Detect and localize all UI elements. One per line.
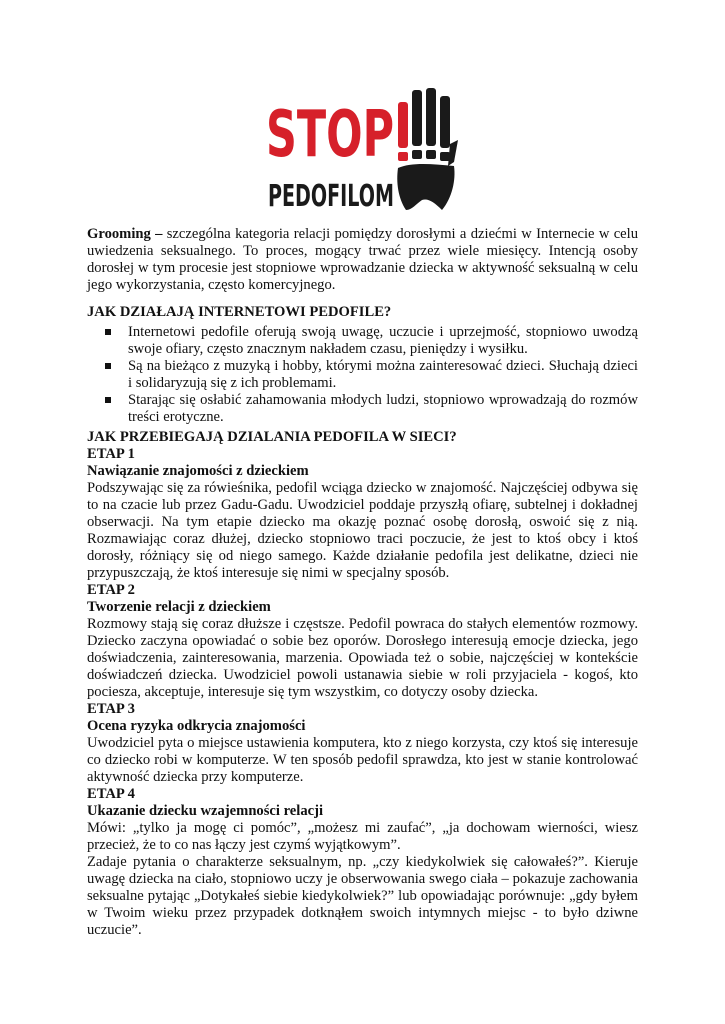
section1-heading: JAK DZIAŁAJĄ INTERNETOWI PEDOFILE?: [87, 304, 392, 320]
intro-definition: szczególna kategoria relacji pomiędzy dorosłymi a dziećmi w Internecie w celu uwiedzenia seksualnego. To proces, mogący trwać przez wiele miesięcy. Intencją osoby dorosłej w tym procesie jest stopniowe wprowadzanie dziecka w aktywność seksualną w celu jego wykorzystania, często komercyjnego.: [87, 226, 638, 293]
list-item: Internetowi pedofile oferują swoją uwagę, uczucie i uprzejmość, stopniowo uwodzą swoje ofiary, często znacznym nakładem czasu, pieniędzy i wysiłku.: [128, 324, 638, 357]
stage3-title: Ocena ryzyka odkrycia znajomości: [87, 718, 306, 734]
intro-term: Grooming –: [87, 226, 163, 242]
stage4-label: ETAP 4: [87, 786, 135, 802]
stage2-paragraph: Rozmowy stają się coraz dłuższe i częstsze. Pedofil powraca do stałych elementów rozmowy. Dziecko zaczyna opowiadać o sobie bez oporów. Dorosłego interesują emocje dziecka, jego doświadczenia, zainteresowania, marzenia. Opowiada też o sobie, najczęściej w kontekście doświadczeń dziecka. Uwodziciel powoli ustanawia siebie w roli przyjaciela - kogoś, kto pociesza, akceptuje, interesuje się tym wszystkim, co dotyczy osoby dziecka.: [87, 616, 638, 700]
stage1-title: Nawiązanie znajomości z dzieckiem: [87, 463, 309, 479]
stage4-title: Ukazanie dziecku wzajemności relacji: [87, 803, 324, 819]
stage1-paragraph: Podszywając się za rówieśnika, pedofil wciąga dziecko w znajomość. Najczęściej odbywa się to na czacie lub przez Gadu-Gadu. Uwodziciel poddaje przyszłą ofiarę, subtelnej i dokładnej obserwacji. Na tym etapie dziecko ma okazję poznać osobę dorosłą, oswoić się z nią. Rozmawiając coraz dłużej, dziecko stopniowo traci poczucie, że jest to ktoś obcy i ktoś dorosły, różniący się od niego samego. Każde działanie pedofila jest delikatne, dzieci nie przypuszczają, że ktoś interesuje się nimi w specjalny sposób.: [87, 480, 638, 581]
list-item: Starając się osłabić zahamowania młodych ludzi, stopniowo wprowadzają do rozmów treści erotyczne.: [128, 392, 638, 425]
stage2-title: Tworzenie relacji z dzieckiem: [87, 599, 271, 615]
stage4-paragraph-questions: Zadaje pytania o charakterze seksualnym, np. „czy kiedykolwiek się całowałeś?”. Kieruje uwagę dziecka na ciało, stopniowo uczy je obserwowania swego ciała – pokazuje zachowania seksualne pytając „Dotykałeś siebie kiedykolwiek?” lub opowiadając porównuje: „gdy byłem w Twoim wieku przez przypadek dotknąłem swoich intymnych miejsc - to było dziwne uczucie”.: [87, 854, 638, 938]
stage4-paragraph-quotes: Mówi: „tylko ja mogę ci pomóc”, „możesz mi zaufać”, „ja dochowam wierności, wiesz przecież, że to co nas łączy jest czymś wyjątkowym”.: [87, 820, 638, 853]
stage1-label: ETAP 1: [87, 446, 135, 462]
intro-paragraph: [87, 226, 638, 294]
section1-list: [87, 324, 638, 426]
stage3-label: ETAP 3: [87, 701, 135, 717]
exclamation-marks-icon: [398, 88, 458, 166]
logo-stop-text: STOP: [266, 98, 394, 172]
stage2-label: ETAP 2: [87, 582, 135, 598]
document-content: [87, 226, 638, 939]
stage3-paragraph: Uwodziciel pyta o miejsce ustawienia komputera, kto z niego korzysta, czy ktoś się interesuje co dziecko robi w komputerze. W ten sposób pedofil sprawdza, kto jest w stanie kontrolować aktywność dziecka przy komputerze.: [87, 735, 638, 785]
section2-heading: JAK PRZEBIEGAJĄ DZIALANIA PEDOFILA W SIECI?: [87, 429, 457, 445]
logo-pedofilom-text: PEDOFILOM: [268, 179, 394, 214]
stop-pedofilom-logo: [262, 82, 462, 222]
hand-palm-icon: [397, 164, 454, 210]
list-item: Są na bieżąco z muzyką i hobby, którymi można zainteresować dzieci. Słuchają dzieci i solidaryzują się z ich problemami.: [128, 358, 638, 391]
